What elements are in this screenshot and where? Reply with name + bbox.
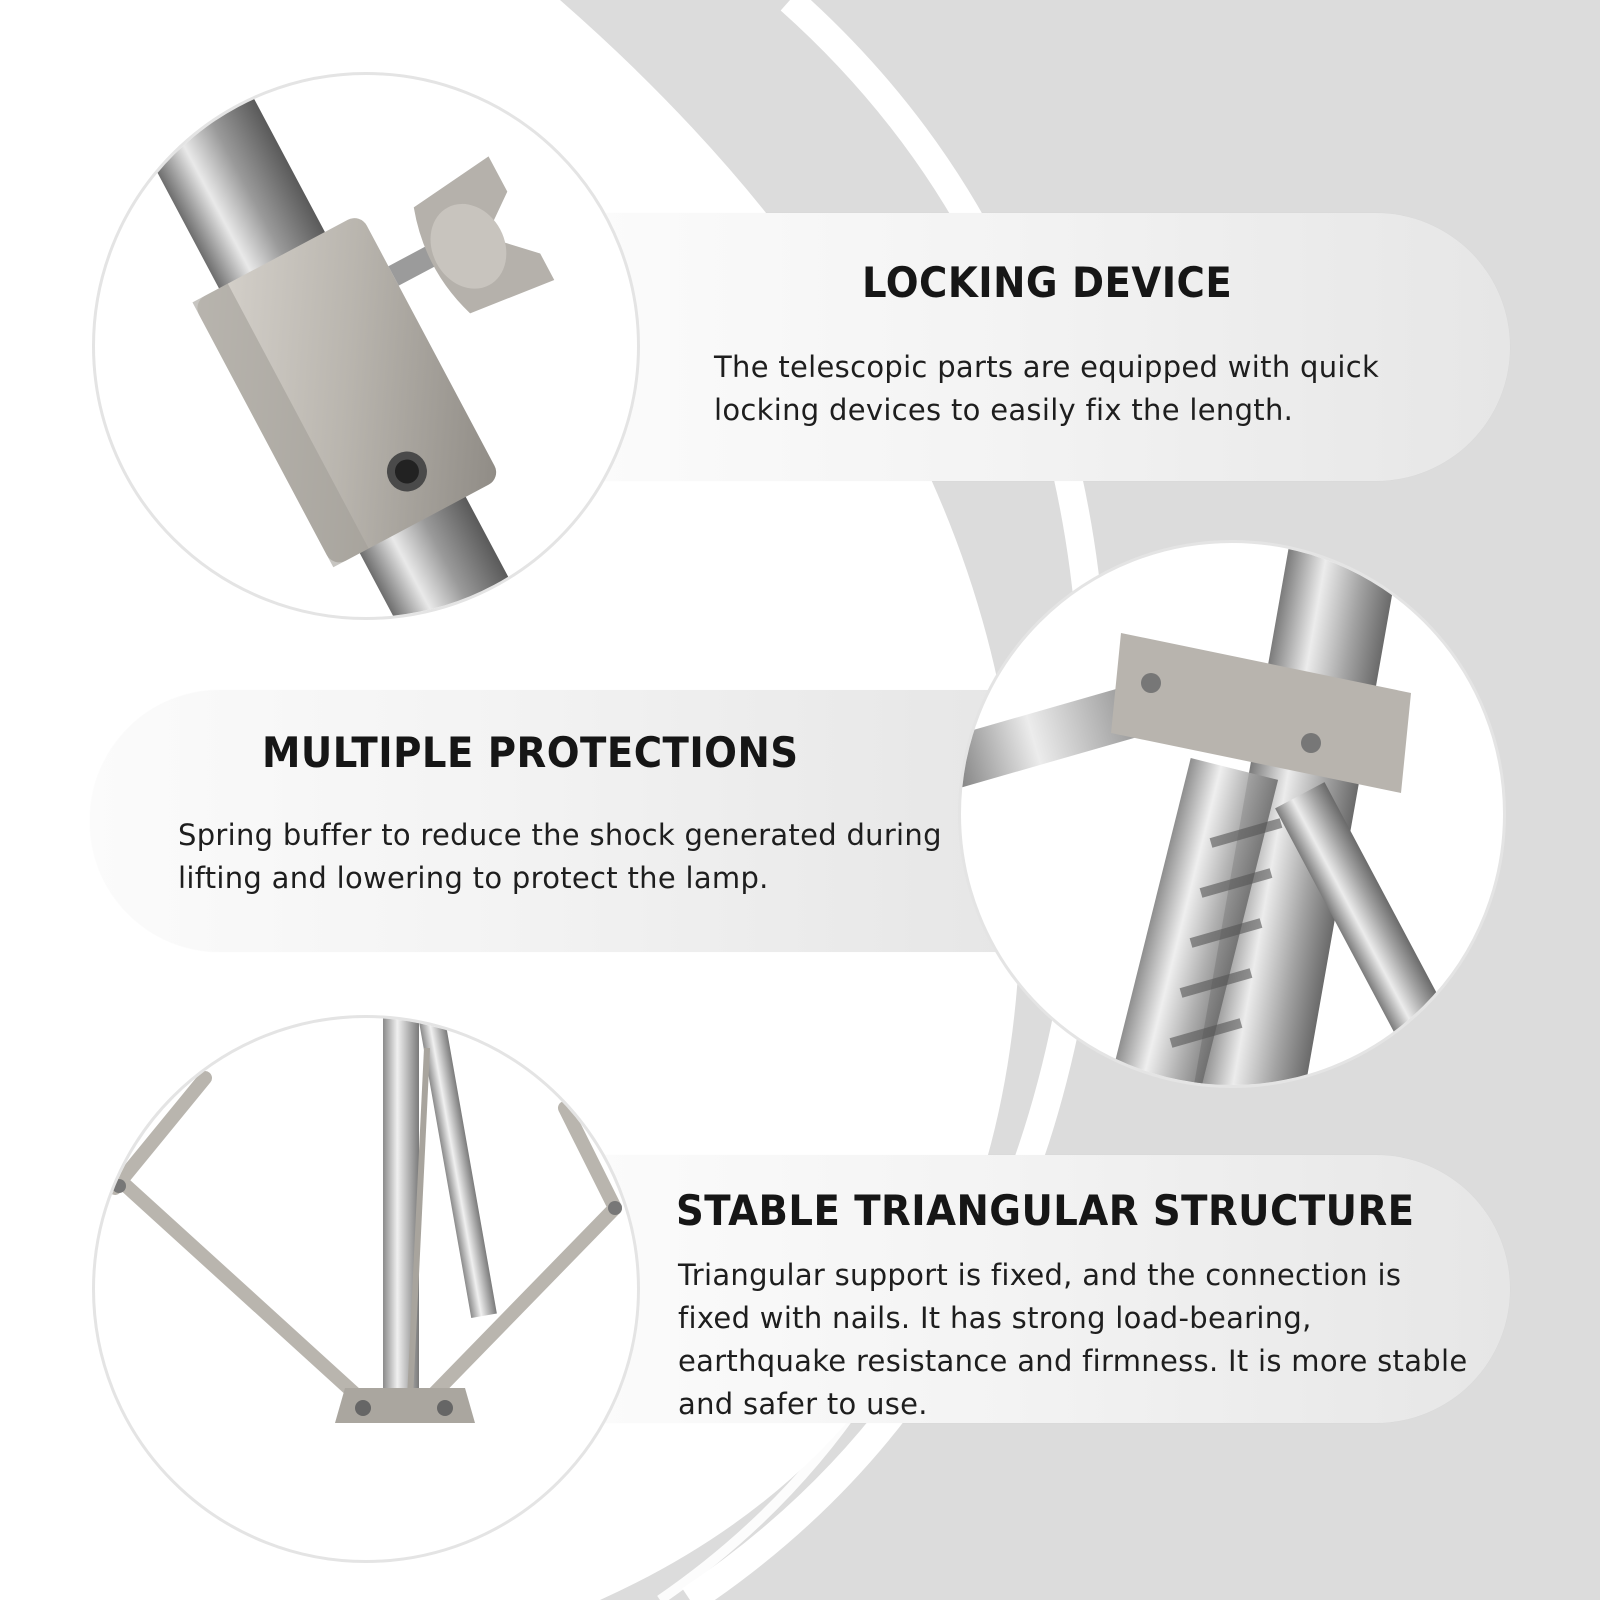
feature-description-protections: Spring buffer to reduce the shock generated during lifting and lowering to protect the lamp. [178, 818, 942, 895]
feature-description-triangular: Triangular support is fixed, and the connection is fixed with nails. It has strong load-bearing, earthquake resistance and firmness. It is more stable and safer to use. [678, 1258, 1468, 1421]
feature-description-locking: The telescopic parts are equipped with quick locking devices to easily fix the length. [714, 350, 1380, 427]
feature-title-protections: MULTIPLE PROTECTIONS [262, 728, 799, 777]
spring-buffer-photo [958, 540, 1506, 1088]
feature-title-locking: LOCKING DEVICE [862, 258, 1233, 307]
locking-clamp-photo [92, 72, 640, 620]
feature-title-triangular: STABLE TRIANGULAR STRUCTURE [676, 1186, 1415, 1235]
tripod-base-photo [92, 1015, 640, 1563]
